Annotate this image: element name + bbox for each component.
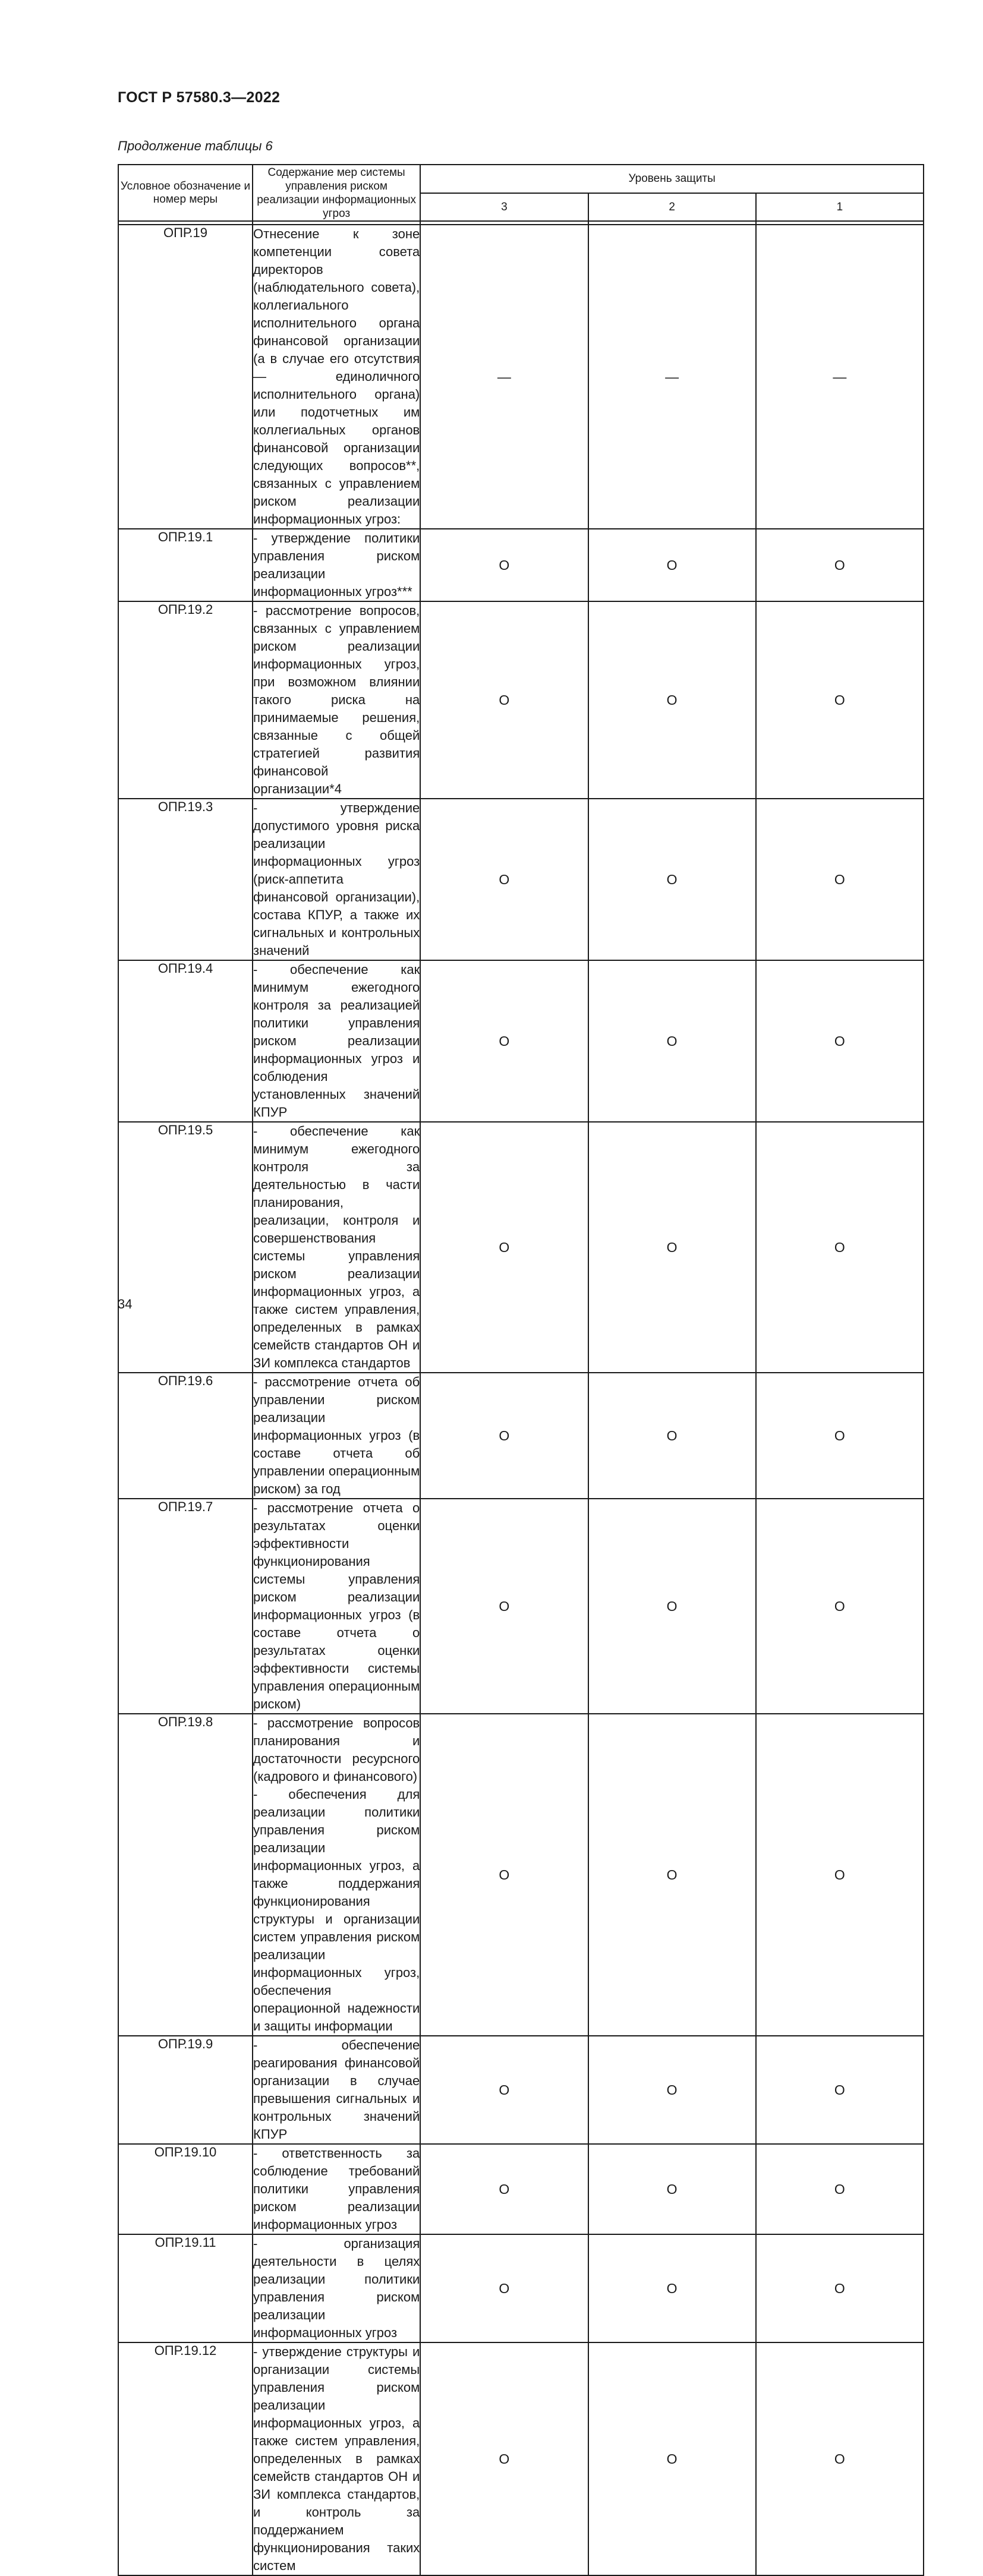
level-2-value: О <box>588 2036 756 2144</box>
level-3-value: О <box>420 1714 588 2036</box>
measure-content: - обеспечение как минимум ежегодного контроля за реализацией политики управления риском реализации информационных угроз и соблюдения установленных значений КПУР <box>253 960 420 1122</box>
measure-code: ОПР.19.2 <box>118 601 253 799</box>
level-2-value: О <box>588 960 756 1122</box>
level-3-value: О <box>420 1122 588 1373</box>
measure-content: - рассмотрение вопросов планирования и достаточности ресурсного (кадрового и финансового) - обеспечения для реализации политики управления риском реализации информационных угроз, а также поддержания функционирования структуры и организации систем управления риском реализации информационных угроз, обеспечения операционной надежности и защиты информации <box>253 1714 420 2036</box>
table-body <box>118 225 924 2575</box>
measure-content: - рассмотрение отчета о результатах оценки эффективности функционирования системы управления риском реализации информационных угроз (в составе отчета о результатах оценки эффективности системы управления операционным риском) <box>253 1499 420 1714</box>
table-row <box>118 2144 924 2234</box>
level-3-value: О <box>420 960 588 1122</box>
measure-code: ОПР.19.7 <box>118 1499 253 1714</box>
measure-content: - утверждение допустимого уровня риска реализации информационных угроз (риск-аппетита финансовой организации), состава КПУР, а также их сигнальных и контрольных значений <box>253 799 420 960</box>
page-number: 34 <box>118 1297 133 1311</box>
measure-code: ОПР.19.1 <box>118 529 253 601</box>
level-2-value: — <box>588 225 756 529</box>
level-3-value: О <box>420 529 588 601</box>
table-row <box>118 601 924 799</box>
level-3-value: О <box>420 1373 588 1499</box>
table-row <box>118 2036 924 2144</box>
level-3-value: О <box>420 601 588 799</box>
level-1-value: О <box>756 2342 924 2575</box>
table-row <box>118 1714 924 2036</box>
table-row <box>118 225 924 529</box>
table-row <box>118 2234 924 2342</box>
table-row <box>118 1373 924 1499</box>
table-row <box>118 529 924 601</box>
measure-content: - рассмотрение вопросов, связанных с управлением риском реализации информационных угроз, при возможном влиянии такого риска на принимаемые решения, связанные с общей стратегией развития финансовой организации*4 <box>253 601 420 799</box>
measure-code: ОПР.19.11 <box>118 2234 253 2342</box>
table-row <box>118 799 924 960</box>
level-2-value: О <box>588 1499 756 1714</box>
level-3-value: О <box>420 2036 588 2144</box>
level-1-value: О <box>756 1373 924 1499</box>
level-2-value: О <box>588 799 756 960</box>
level-3-value: О <box>420 1499 588 1714</box>
level-1-value: О <box>756 2234 924 2342</box>
level-2-value: О <box>588 1373 756 1499</box>
measure-code: ОПР.19.9 <box>118 2036 253 2144</box>
level-2-value: О <box>588 601 756 799</box>
level-1-value: — <box>756 225 924 529</box>
level-1-value: О <box>756 1499 924 1714</box>
level-3-value: О <box>420 2234 588 2342</box>
measure-content: - обеспечение как минимум ежегодного контроля за деятельностью в части планирования, реализации, контроля и совершенствования системы управления риском реализации информационных угроз, а также систем управления, определенных в рамках семейств стандартов ОН и ЗИ комплекса стандартов <box>253 1122 420 1373</box>
header-level: Уровень защиты <box>420 165 924 193</box>
measure-code: ОПР.19.5 <box>118 1122 253 1373</box>
header-content: Содержание мер системы управления риском реализации информационных угроз <box>253 165 420 221</box>
header-level-1: 1 <box>756 193 924 221</box>
level-2-value: О <box>588 1122 756 1373</box>
level-1-value: О <box>756 799 924 960</box>
measure-content: - обеспечение реагирования финансовой организации в случае превышения сигнальных и контрольных значений КПУР <box>253 2036 420 2144</box>
measure-content: - ответственность за соблюдение требований политики управления риском реализации информационных угроз <box>253 2144 420 2234</box>
measure-content: - рассмотрение отчета об управлении риском реализации информационных угроз (в составе отчета об управлении операционным риском) за год <box>253 1373 420 1499</box>
measure-code: ОПР.19.12 <box>118 2342 253 2575</box>
measure-code: ОПР.19.6 <box>118 1373 253 1499</box>
header-level-2: 2 <box>588 193 756 221</box>
level-1-value: О <box>756 1122 924 1373</box>
level-2-value: О <box>588 2144 756 2234</box>
table-caption: Продолжение таблицы 6 <box>118 138 273 153</box>
table-row <box>118 1122 924 1373</box>
level-3-value: О <box>420 2144 588 2234</box>
header-code: Условное обозначение и номер меры <box>118 165 253 221</box>
level-1-value: О <box>756 529 924 601</box>
level-1-value: О <box>756 601 924 799</box>
measure-content: - организация деятельности в целях реализации политики управления риском реализации информационных угроз <box>253 2234 420 2342</box>
level-1-value: О <box>756 2036 924 2144</box>
measure-code: ОПР.19 <box>118 225 253 529</box>
level-3-value: — <box>420 225 588 529</box>
measure-code: ОПР.19.3 <box>118 799 253 960</box>
document-code: ГОСТ Р 57580.3—2022 <box>118 89 281 106</box>
measure-content: - утверждение политики управления риском реализации информационных угроз*** <box>253 529 420 601</box>
level-2-value: О <box>588 1714 756 2036</box>
measure-content: Отнесение к зоне компетенции совета директоров (наблюдательного совета), коллегиального исполнительного органа финансовой организации (а в случае его отсутствия — единоличного исполнительного органа) или подотчетных им коллегиальных органов финансовой организации следующих вопросов**, связанных с управлением риском реализации информационных угроз: <box>253 225 420 529</box>
level-2-value: О <box>588 2234 756 2342</box>
level-1-value: О <box>756 960 924 1122</box>
table-row <box>118 960 924 1122</box>
measures-table <box>118 164 924 2576</box>
level-2-value: О <box>588 529 756 601</box>
level-1-value: О <box>756 2144 924 2234</box>
level-3-value: О <box>420 2342 588 2575</box>
level-1-value: О <box>756 1714 924 2036</box>
table-row <box>118 1499 924 1714</box>
measure-content: - утверждение структуры и организации системы управления риском реализации информационных угроз, а также систем управления, определенных в рамках семейств стандартов ОН и ЗИ комплекса стандартов, и контроль за поддержанием функционирования таких систем <box>253 2342 420 2575</box>
level-2-value: О <box>588 2342 756 2575</box>
level-3-value: О <box>420 799 588 960</box>
table-row <box>118 2342 924 2575</box>
measure-code: ОПР.19.4 <box>118 960 253 1122</box>
measure-code: ОПР.19.8 <box>118 1714 253 2036</box>
header-level-3: 3 <box>420 193 588 221</box>
measure-code: ОПР.19.10 <box>118 2144 253 2234</box>
